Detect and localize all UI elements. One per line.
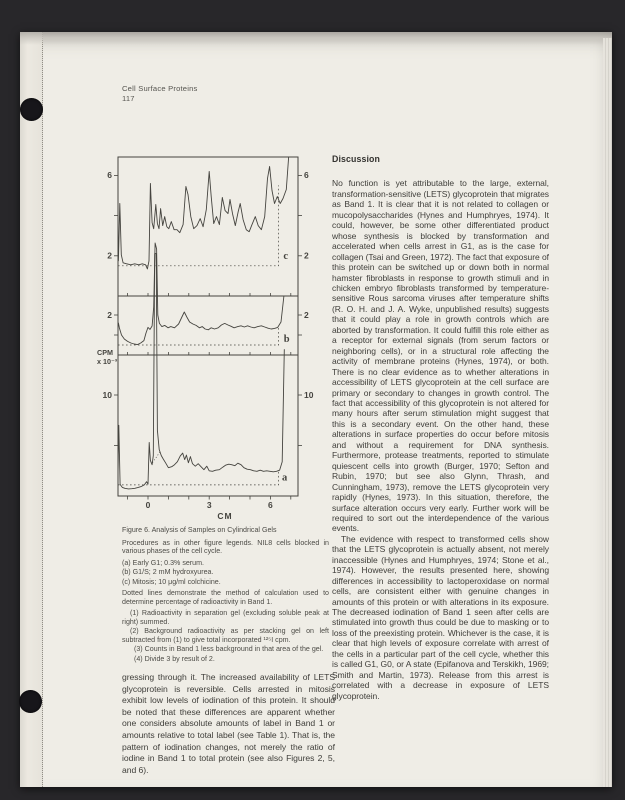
discussion-heading: Discussion	[332, 154, 380, 164]
caption-step-1: (1) Radioactivity in separation gel (excluding soluble peak at right) summed.	[122, 609, 329, 626]
discussion-paragraph-2: The evidence with respect to transformed cells show that the LETS glycoprotein is actually absent, not merely inaccessible (Hynes and Humphryes, 1974; Stone et al., 1974). However, the results presented here, showing differences in accessibility to lactoperoxidase on normal cells, are consistent either with genuine changes in amounts of this protein or with alterations in its exposure. The decreased iodination of Band 1 seen after cells are stimulated into growth thus could be due to masking or to loss of the preexisting protein. Whichever is the case, it is clear that high levels of exposure correlate with arrest of the cells in a particular part of the cell cycle, whether this is called G1, G0, or A state (Epifanova and Terskikh, 1969; Smith and Martin, 1973). Release from this arrest is correlated with a decrease in exposure of LETS glycoprotein.	[332, 533, 549, 701]
figure-6-caption	[122, 526, 329, 664]
svg-text:2: 2	[304, 309, 309, 320]
svg-text:10: 10	[102, 389, 112, 400]
discussion-section	[332, 154, 549, 762]
figure-6-chart	[95, 150, 317, 522]
svg-text:6: 6	[304, 170, 309, 181]
caption-step-2: (2) Background radioactivity as per stacking gel on left subtracted from (1) to give total incorporated ¹²⁵I cpm.	[122, 627, 329, 644]
svg-text:3: 3	[206, 500, 212, 510]
svg-text:10: 10	[304, 389, 314, 400]
caption-dotted-note: Dotted lines demonstrate the method of calculation used to determine percentage of radioactivity in Band 1.	[122, 589, 329, 606]
svg-text:c: c	[283, 250, 289, 262]
figure-6	[95, 150, 317, 522]
hole-punch-top-icon	[20, 98, 43, 121]
figure-caption-intro: Procedures as in other figure legends. NIL8 cells blocked in various phases of the cell cycle.	[122, 538, 329, 555]
page-rough-top-edge	[20, 32, 612, 45]
discussion-paragraph-1: No function is yet attributable to the large, external, transformation-sensitive (LETS) glycoprotein that migrates as Band 1. It is clear that it is not related to collagen or mucopolysaccharides (Hynes and Humphryes, 1974). It could, however, be some other differentiated product whose synthesis is blocked by transformation and accelerated when cells arrest in G1, as is the case for collagen (Tsai and Green, 1972). The fact that exposure of this protein can be switched up or down both in normal hamster fibroblasts in response to growth stimuli and in chicken embryo fibroblasts transformed by temperature-sensitive Rous sarcoma viruses after temperature shifts (R. O. H. and J. A. Wyke, unpublished results) suggests that it could play a role in growth controls which are aborted by transformation. It could fulfill this role either as a receptor for external signals (from serum factors or neighboring cells), or in a structural role affecting the activity of membrane proteins (Hynes, 1974), or both. There is no clear evidence as to whether alterations in accessibility of LETS glycoprotein at the cell surface are primary or secondary to changes in growth control. The fact that accessibility of this glycoprotein is not altered for many hours after serum stimulation might suggest that this is a secondary event. On the other hand, these alterations in surface properties do occur before mitosis and without a requirement for DNA synthesis. Furthermore, protease treatments, reported to stimulate quiescent cells into growth (Burger, 1970; Sefton and Rubin, 1970; but see also Glynn, Thrash, and Cunningham, 1973), remove the LETS glycoprotein very rapidly (Hynes, 1973). In this situation, therefore, the surface alteration occurs very early. Further work will be required to sort out the interdependence of the various events.	[332, 178, 549, 534]
hole-punch-bottom-icon	[19, 690, 42, 713]
svg-text:2: 2	[107, 250, 112, 261]
svg-text:2: 2	[304, 250, 309, 261]
svg-text:6: 6	[107, 170, 112, 181]
svg-text:6: 6	[268, 500, 273, 510]
page-number: 117	[122, 93, 135, 103]
svg-text:b: b	[283, 334, 290, 345]
svg-text:CM: CM	[217, 511, 233, 521]
svg-text:a: a	[282, 472, 288, 484]
caption-step-3: (3) Counts in Band 1 less background in that area of the gel.	[134, 645, 324, 653]
page-stack-right-edge	[603, 38, 612, 787]
svg-text:x 10⁻³: x 10⁻³	[97, 357, 118, 366]
document-page	[20, 32, 612, 787]
caption-item-a: (a) Early G1; 0.3% serum.	[122, 558, 204, 567]
caption-item-b: (b) G1/S; 2 mM hydroxyurea.	[122, 568, 214, 576]
caption-item-c: (c) Mitosis; 10 μg/ml colchicine.	[122, 577, 221, 586]
figure-caption-title: Figure 6. Analysis of Samples on Cylindrical Gels	[122, 526, 277, 534]
svg-text:2: 2	[107, 309, 112, 320]
left-column-continuation-paragraph: gressing through it. The increased availability of LETS glycoprotein is reversible. Cells arrested in mitosis exhibit low levels of iodination of this protein. It should be noted that these differences are apparent whether one considers absolute amounts of label in Band 1 or amounts relative to total label (see Table 1). That is, the pattern of iodination changes, not merely the ratio of iodine in Band 1 to total protein (see also Figures 2, 5, and 6).	[122, 672, 335, 775]
page-stack-left-edge	[20, 32, 43, 787]
caption-step-4: (4) Divide 3 by result of 2.	[134, 654, 215, 663]
book-title: Cell Surface Proteins	[122, 84, 198, 93]
svg-text:CPM: CPM	[97, 348, 113, 357]
running-head	[122, 84, 198, 103]
svg-text:0: 0	[145, 500, 151, 510]
